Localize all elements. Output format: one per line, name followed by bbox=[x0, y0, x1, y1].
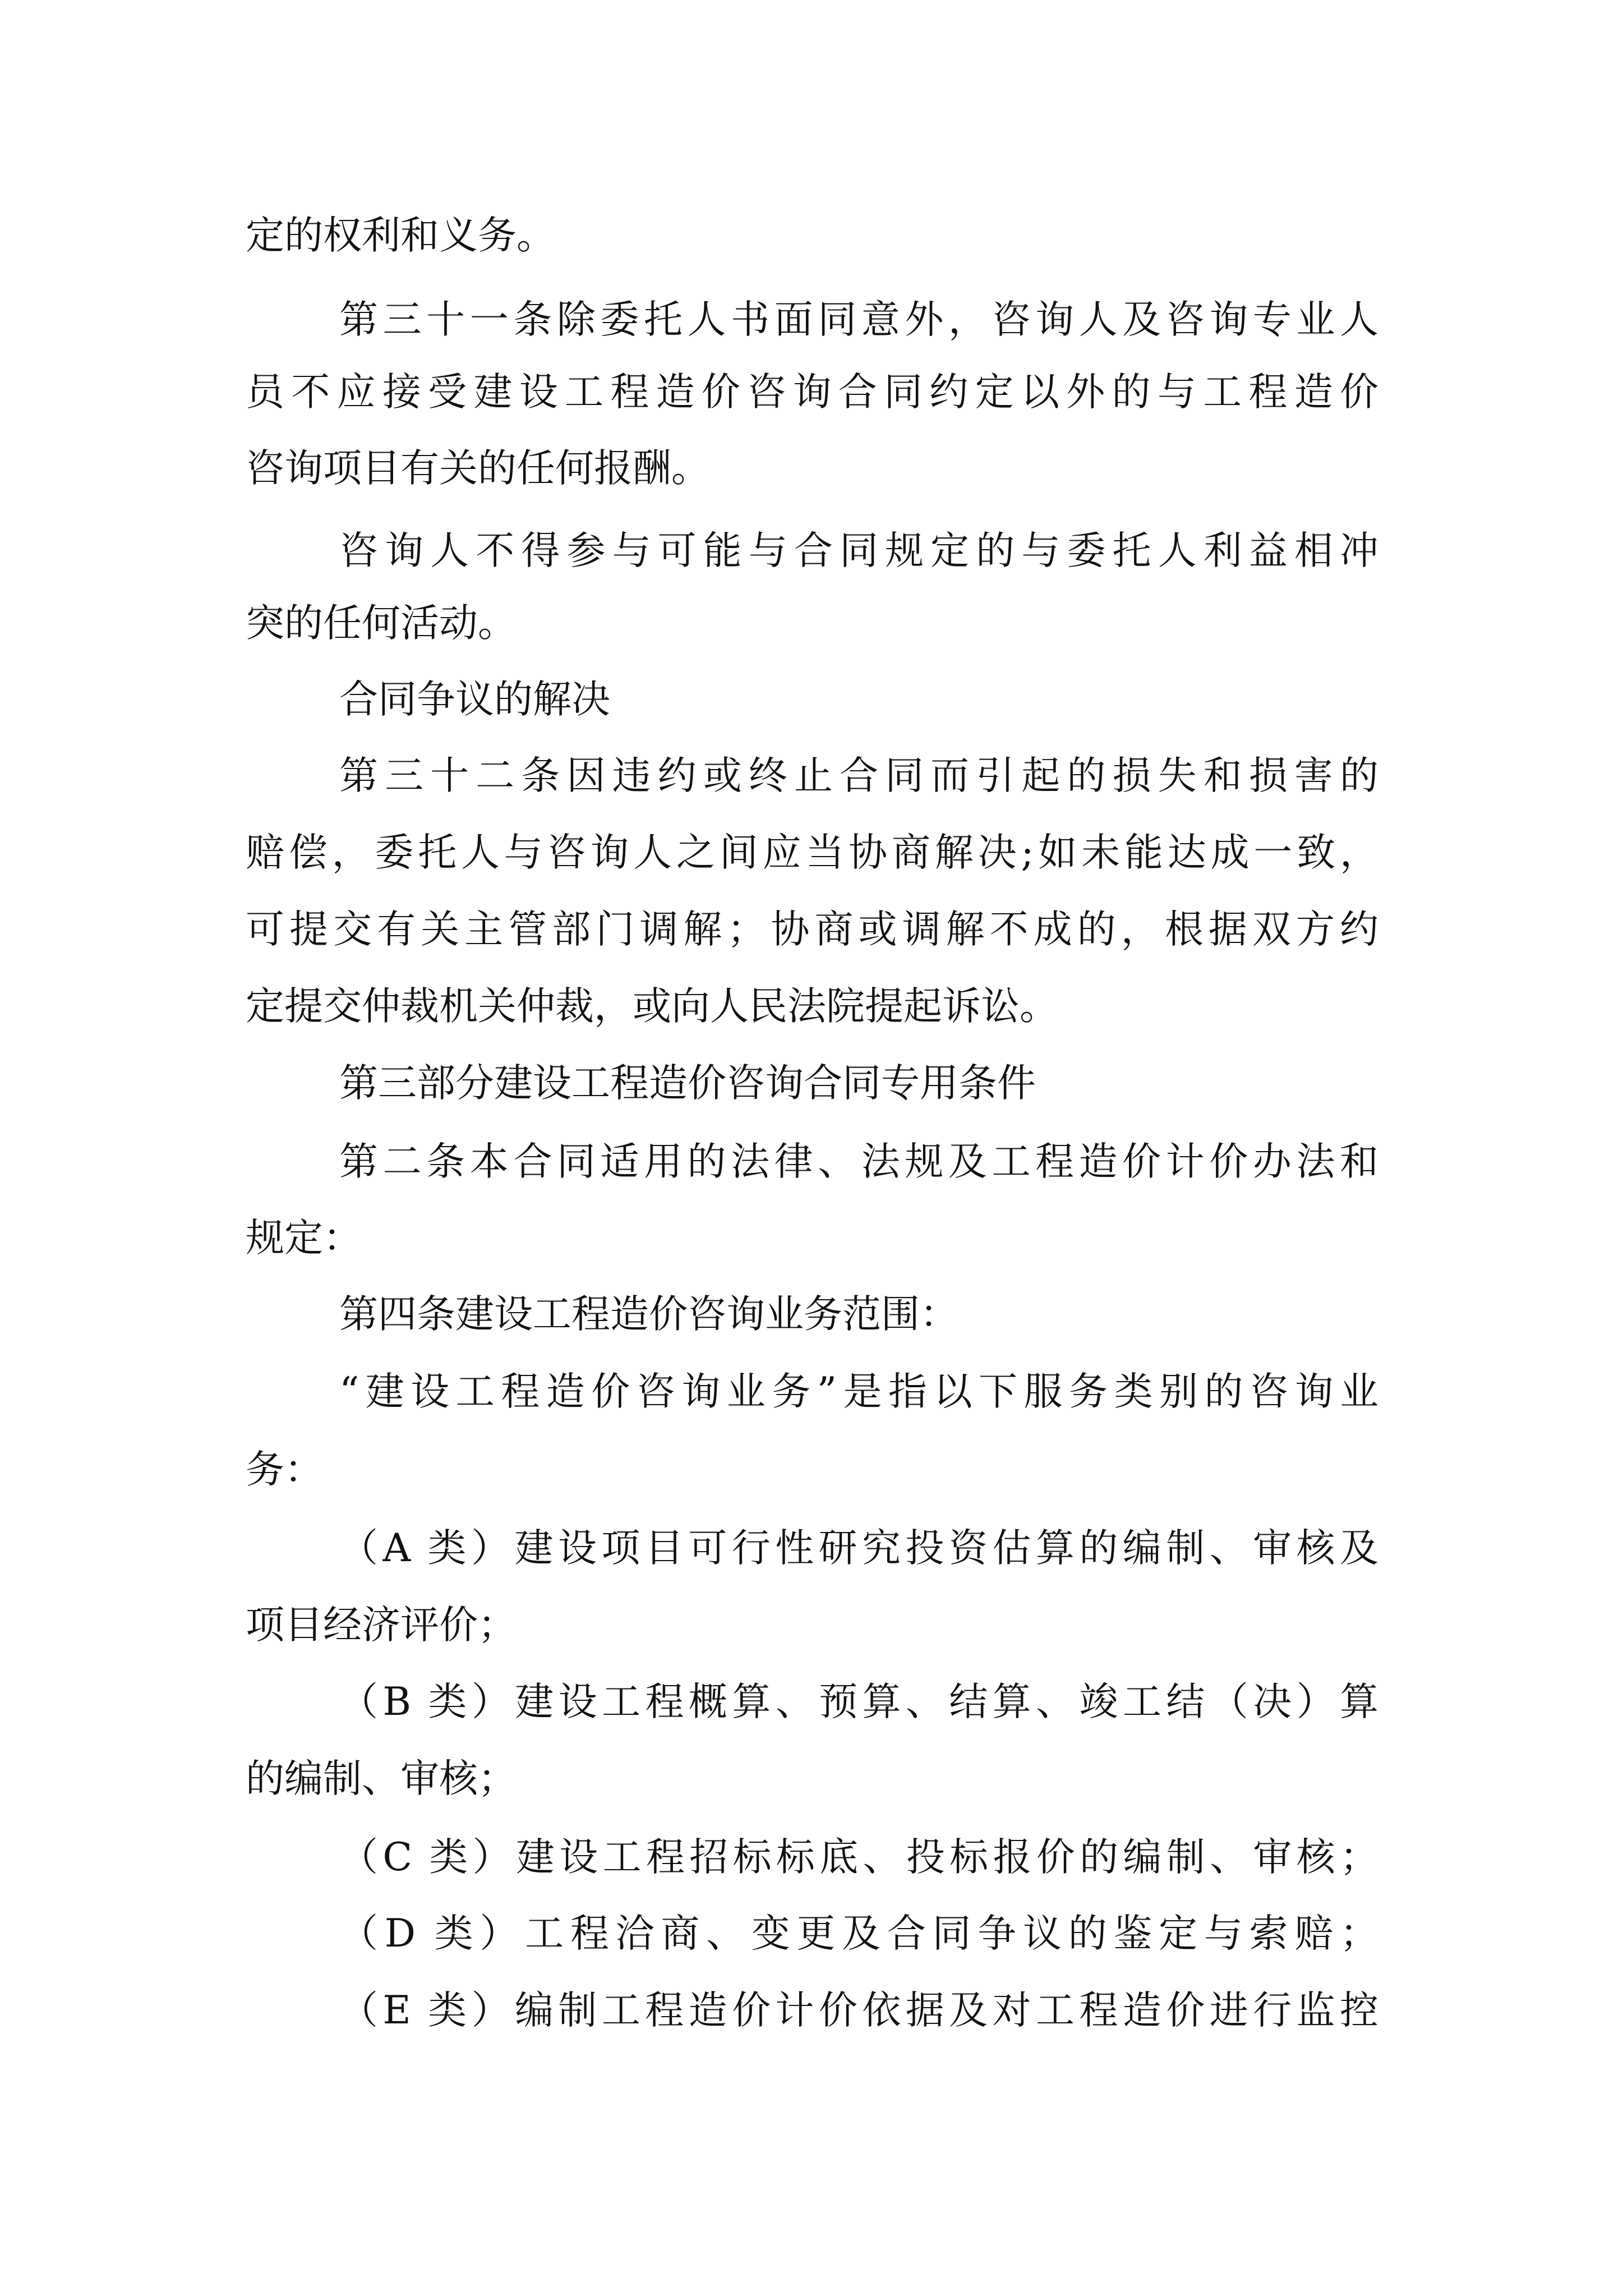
text-line: 第三十二条因违约或终止合同而引起的损失和损害的 bbox=[339, 753, 1378, 798]
list-item-line: （C 类）建设工程招标标底、投标报价的编制、审核； bbox=[339, 1835, 1378, 1880]
text-line: 可提交有关主管部门调解；协商或调解不成的，根据双方约 bbox=[246, 907, 1378, 952]
text-line: 员不应接受建设工程造价咨询合同约定以外的与工程造价 bbox=[246, 370, 1378, 415]
section-heading: 合同争议的解决 bbox=[339, 677, 610, 722]
text-line: 第二条本合同适用的法律、法规及工程造价计价办法和 bbox=[339, 1139, 1378, 1184]
text-line: 第四条建设工程造价咨询业务范围： bbox=[339, 1292, 958, 1337]
text-line: 咨询项目有关的任何报酬。 bbox=[246, 446, 710, 491]
text-line: 咨询人不得参与可能与合同规定的与委托人利益相冲 bbox=[339, 528, 1378, 573]
text-line: 第三十一条除委托人书面同意外，咨询人及咨询专业人 bbox=[339, 297, 1378, 342]
list-item-line: 项目经济评价； bbox=[246, 1603, 517, 1648]
text-line: 赔偿，委托人与咨询人之间应当协商解决;如未能达成一致， bbox=[246, 830, 1378, 875]
text-line: 规定： bbox=[246, 1216, 362, 1260]
text-line: 突的任何活动。 bbox=[246, 601, 517, 646]
text-line: 务： bbox=[246, 1447, 323, 1492]
text-line: 定的权利和义务。 bbox=[246, 213, 555, 258]
text-line: “建设工程造价咨询业务”是指以下服务类别的咨询业 bbox=[339, 1369, 1378, 1414]
text-line: 定提交仲裁机关仲裁，或向人民法院提起诉讼。 bbox=[246, 984, 1058, 1029]
section-heading: 第三部分建设工程造价咨询合同专用条件 bbox=[339, 1061, 1036, 1106]
list-item-line: 的编制、审核； bbox=[246, 1756, 517, 1801]
list-item-line: （D 类）工程洽商、变更及合同争议的鉴定与索赔； bbox=[339, 1911, 1378, 1956]
list-item-line: （B 类）建设工程概算、预算、结算、竣工结（决）算 bbox=[339, 1680, 1378, 1724]
list-item-line: （A 类）建设项目可行性研究投资估算的编制、审核及 bbox=[339, 1526, 1378, 1571]
list-item-line: （E 类）编制工程造价计价依据及对工程造价进行监控 bbox=[339, 1988, 1378, 2033]
